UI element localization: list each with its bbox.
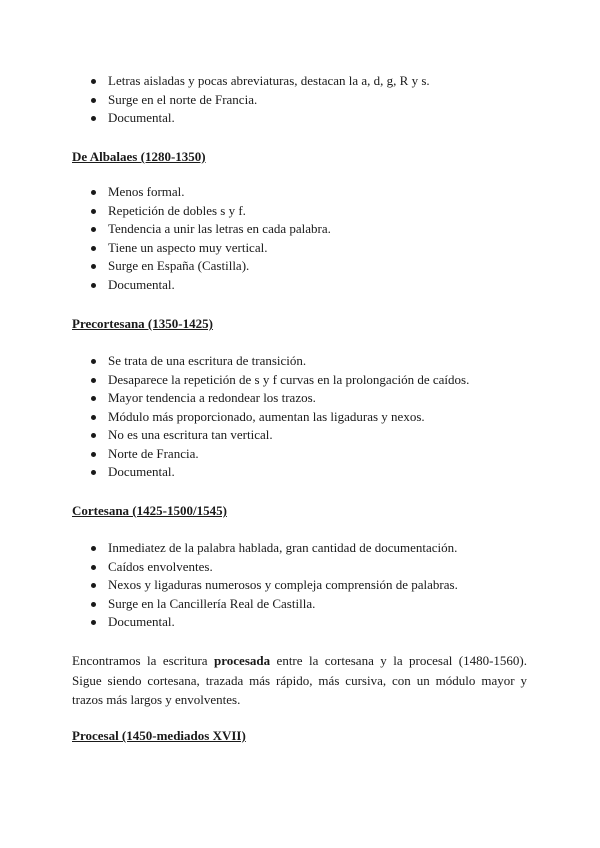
list-item: Documental. <box>72 276 527 295</box>
list-item: Surge en España (Castilla). <box>72 257 527 276</box>
list-item: Tendencia a unir las letras en cada palabra. <box>72 220 527 239</box>
list-item: Surge en la Cancillería Real de Castilla. <box>72 595 527 614</box>
paragraph-block <box>72 651 527 710</box>
paragraph-text-after: entre la cortesana y la procesal (1480-1560). Sigue siendo cortesana, trazada más rápido, más cursiva, con un módulo mayor y trazos más largos y envolventes. <box>72 653 527 707</box>
list-item: Documental. <box>72 613 527 632</box>
section-cortesana-list-block <box>72 539 527 632</box>
list-item: Documental. <box>72 463 527 482</box>
list-item: Mayor tendencia a redondear los trazos. <box>72 389 527 408</box>
list-item: Repetición de dobles s y f. <box>72 202 527 221</box>
list-item: Documental. <box>72 109 527 128</box>
section-cortesana-heading-block <box>72 502 527 520</box>
list-item: Norte de Francia. <box>72 445 527 464</box>
paragraph-text-before: Encontramos la escritura <box>72 653 215 668</box>
cortesana-bullet-list <box>72 539 527 632</box>
intro-bullet-list <box>72 72 527 128</box>
paragraph-bold-term: procesada <box>214 653 271 668</box>
list-item: Desaparece la repetición de s y f curvas en la prolongación de caídos. <box>72 371 527 390</box>
list-item: Inmediatez de la palabra hablada, gran cantidad de documentación. <box>72 539 527 558</box>
albalaes-bullet-list <box>72 183 527 294</box>
list-item: Se trata de una escritura de transición. <box>72 352 527 371</box>
section-precortesana-list-block <box>72 352 527 482</box>
list-item: Módulo más proporcionado, aumentan las ligaduras y nexos. <box>72 408 527 427</box>
list-item: Caídos envolventes. <box>72 558 527 577</box>
intro-list-block <box>72 72 527 128</box>
body-paragraph <box>72 651 527 710</box>
list-item: Letras aisladas y pocas abreviaturas, destacan la a, d, g, R y s. <box>72 72 527 91</box>
precortesana-bullet-list <box>72 352 527 482</box>
list-item: Tiene un aspecto muy vertical. <box>72 239 527 258</box>
list-item: Menos formal. <box>72 183 527 202</box>
section-albalaes-list-block <box>72 183 527 294</box>
section-precortesana-heading-block <box>72 315 527 333</box>
section-heading-precortesana: Precortesana (1350-1425) <box>72 316 213 331</box>
section-albalaes-heading-block <box>72 148 527 166</box>
section-heading-albalaes: De Albalaes (1280-1350) <box>72 149 206 164</box>
list-item: No es una escritura tan vertical. <box>72 426 527 445</box>
section-procesal-heading-block <box>72 727 527 745</box>
list-item: Surge en el norte de Francia. <box>72 91 527 110</box>
list-item: Nexos y ligaduras numerosos y compleja comprensión de palabras. <box>72 576 527 595</box>
section-heading-procesal: Procesal (1450-mediados XVII) <box>72 728 246 743</box>
section-heading-cortesana: Cortesana (1425-1500/1545) <box>72 503 227 518</box>
